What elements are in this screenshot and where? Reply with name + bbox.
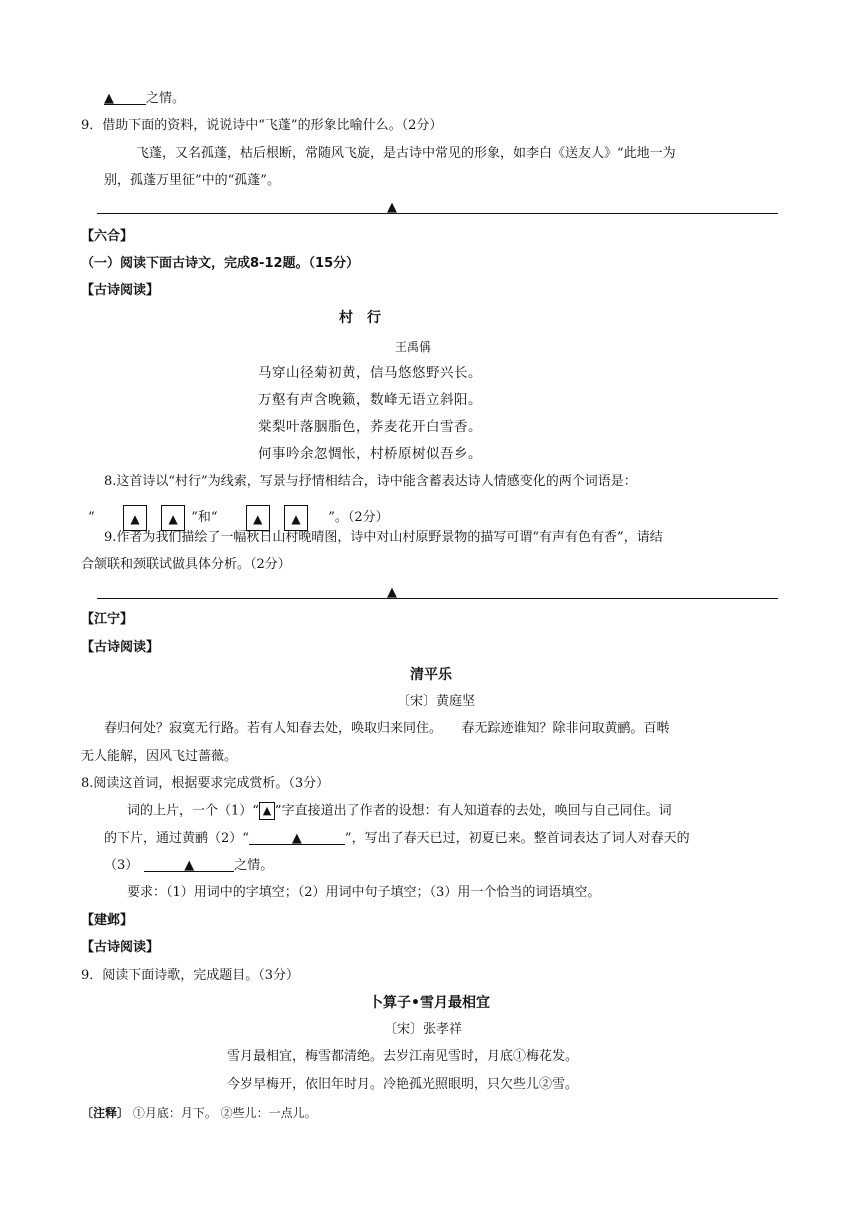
answer-box: ▲ bbox=[161, 505, 185, 531]
answer-box: ▲ bbox=[246, 505, 270, 531]
poem-author: 王禹偁 bbox=[395, 340, 432, 354]
q8-text: 8.这首诗以“村行”为线索，写景与抒情相结合，诗中能含蓄表达诗人情感变化的两个词语是： bbox=[104, 474, 637, 489]
text-part: ”字直接道出了作者的设想：有人知道春的去处，唤回与自己同住。词 bbox=[274, 803, 672, 819]
answer-marker: ▲ bbox=[104, 91, 114, 106]
heading-ancient-poem: 【古诗阅读】 bbox=[81, 283, 160, 298]
heading-ancient-poem: 【古诗阅读】 bbox=[81, 940, 160, 955]
text-part: 的下片，通过黄鹂（2）“ bbox=[104, 831, 249, 846]
poem-title: 清平乐 bbox=[410, 667, 452, 683]
text-part: 词的上片，一个（1）“ bbox=[127, 803, 259, 819]
q9-text: 9．借助下面的资料，说说诗中“飞蓬”的形象比喻什么。（2分） bbox=[81, 118, 443, 133]
q9-reference-line2: 别，孤蓬万里征”中的“孤蓬”。 bbox=[104, 173, 280, 188]
text-part: ”，写出了春天已过，初夏已来。整首词表达了词人对春天的 bbox=[344, 831, 690, 846]
region-jiangning: 【江宁】 bbox=[81, 612, 134, 627]
poem-line: 棠梨叶落胭脂色，荞麦花开白雪香。 bbox=[258, 419, 482, 435]
annotation bbox=[81, 1104, 317, 1122]
poem-title: 村 行 bbox=[339, 310, 381, 326]
q8-jiangning-line3 bbox=[104, 857, 273, 875]
annotation-label: 〔注释〕 bbox=[81, 1106, 130, 1120]
poem-author: 〔宋〕张孝祥 bbox=[384, 1022, 463, 1037]
answer-blank bbox=[249, 830, 345, 845]
answer-box: ▲ bbox=[123, 505, 147, 531]
q8-jiangning-line1 bbox=[127, 802, 672, 821]
answer-blank bbox=[144, 857, 234, 872]
poem-line: 万壑有声含晚籁，数峰无语立斜阳。 bbox=[258, 392, 482, 408]
region-jianye: 【建邺】 bbox=[81, 913, 134, 928]
poem-line: 今岁早梅开，依旧年时月。冷艳孤光照眼明，只欠些儿②雪。 bbox=[227, 1077, 579, 1092]
answer-marker: ▲ bbox=[184, 858, 195, 873]
q8-text: 8.阅读这首词，根据要求完成赏析。（3分） bbox=[81, 776, 330, 791]
quote-middle: ”和“ bbox=[191, 510, 218, 525]
divider-line bbox=[97, 213, 778, 214]
answer-box: ▲ bbox=[259, 802, 275, 820]
annotation-text: ①月底：月下。 ②些儿：一点儿。 bbox=[132, 1106, 317, 1120]
poem-line: 春归何处？寂寞无行路。若有人知春去处，唤取归来同住。 春无踪迹谁知？除非问取黄鹂。百啭 bbox=[104, 721, 670, 736]
continuation-suffix: 之情。 bbox=[146, 91, 186, 106]
quote-open: “ bbox=[88, 510, 95, 525]
poem-line: 何事吟余忽惆怅，村桥原树似吾乡。 bbox=[258, 446, 482, 462]
continuation-answer-line bbox=[104, 90, 185, 108]
answer-box: ▲ bbox=[284, 505, 308, 531]
poem-line: 马穿山径菊初黄，信马悠悠野兴长。 bbox=[258, 365, 482, 381]
quote-close: ”。（2分） bbox=[328, 510, 389, 525]
q8-jiangning-line2 bbox=[104, 830, 690, 848]
text-part: （3） bbox=[104, 858, 139, 873]
poem-author: 〔宋〕黄庭坚 bbox=[397, 694, 476, 709]
region-luhe: 【六合】 bbox=[81, 229, 134, 244]
poem-line: 无人能解，因风飞过蔷薇。 bbox=[81, 749, 238, 764]
divider-line bbox=[97, 598, 778, 599]
q9-luhe-line1: 9.作者为我们描绘了一幅秋日山村晚晴图，诗中对山村原野景物的描写可谓“有声有色有香”，请结 bbox=[104, 530, 663, 545]
q8-requirements: 要求：（1）用词中的字填空；（2）用词中句子填空；（3）用一个恰当的词语填空。 bbox=[127, 885, 601, 900]
q9-jianye-text: 9．阅读下面诗歌，完成题目。（3分） bbox=[81, 968, 300, 983]
heading-ancient-poem: 【古诗阅读】 bbox=[81, 640, 160, 655]
section-title: （一）阅读下面古诗文，完成8-12题。（15分） bbox=[81, 256, 360, 271]
answer-blank bbox=[104, 90, 146, 105]
q9-answer-marker: ▲ bbox=[387, 200, 397, 215]
text-part: 之情。 bbox=[234, 858, 274, 873]
answer-marker: ▲ bbox=[291, 831, 302, 846]
q9-luhe-answer-marker: ▲ bbox=[387, 585, 397, 600]
q9-reference-line1: 飞蓬，又名孤蓬，枯后根断，常随风飞旋，是古诗中常见的形象，如李白《送友人》“此地一为 bbox=[136, 146, 676, 161]
poem-title: 卜算子•雪月最相宜 bbox=[369, 995, 490, 1011]
q9-luhe-line2: 合颔联和颈联试做具体分析。（2分） bbox=[81, 557, 291, 572]
poem-line: 雪月最相宜，梅雪都清绝。去岁江南见雪时，月底①梅花发。 bbox=[227, 1049, 579, 1064]
